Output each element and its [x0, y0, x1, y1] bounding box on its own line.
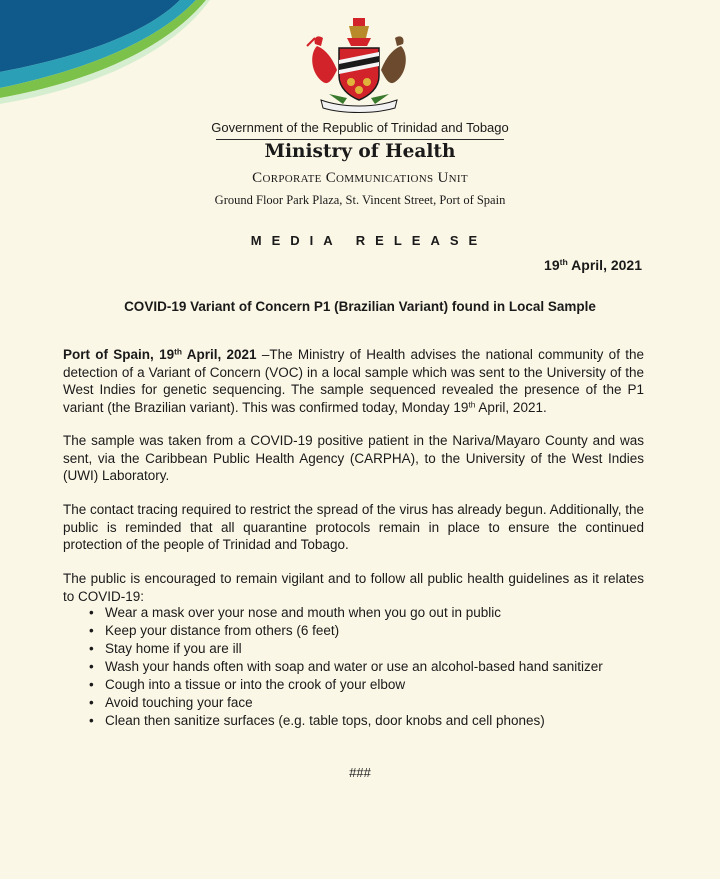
bullet-icon: • — [89, 659, 94, 674]
release-date-rest: April, 2021 — [567, 257, 642, 273]
dateline-rest: April, 2021 — [181, 347, 257, 362]
list-item — [63, 658, 663, 676]
paragraph-sample: The sample was taken from a COVID-19 positive patient in the Nariva/Mayaro County and was sent, via the Caribbean Public Health Agency (CARPHA), to the University of the West Indies (UWI) Laboratory. — [63, 433, 644, 483]
guideline-text: Keep your distance from others (6 feet) — [105, 623, 340, 638]
bullet-icon: • — [89, 677, 94, 692]
guideline-text: Cough into a tissue or into the crook of your elbow — [105, 677, 406, 692]
document-type-heading: MEDIA RELEASE — [250, 233, 488, 248]
list-item — [63, 622, 663, 640]
release-date-suffix: th — [559, 257, 568, 268]
list-item — [63, 712, 663, 730]
intro-text-end: April, 2021. — [475, 399, 547, 415]
guideline-text: Wear a mask over your nose and mouth when you go out in public — [105, 605, 501, 620]
bullet-icon: • — [89, 623, 94, 638]
ministry-address: Ground Floor Park Plaza, St. Vincent Street, Port of Spain — [214, 193, 506, 207]
communications-unit: Corporate Communications Unit — [252, 170, 468, 186]
list-item — [63, 640, 663, 658]
dateline-place: Port of Spain, 19 — [63, 347, 175, 362]
end-mark: ### — [349, 765, 371, 780]
ministry-name: Ministry of Health — [264, 141, 456, 162]
bullet-icon: • — [89, 695, 94, 710]
bullet-icon: • — [89, 605, 94, 620]
release-date-day: 19 — [544, 257, 560, 273]
dateline-suffix: th — [174, 346, 182, 357]
intro-text: –The Ministry of Health advises the national community of the detection of a Variant of Concern (VOC) in a local sample which was sent to the University of the West Indies for genetic sequencing. The sample sequenced revealed the presence of the P1 variant (the Brazilian variant). This was confirmed today, Monday 19 — [63, 347, 644, 415]
letterhead-divider — [216, 139, 504, 140]
list-item — [63, 604, 663, 622]
list-item — [63, 676, 663, 694]
dateline — [63, 347, 257, 362]
guideline-text: Stay home if you are ill — [105, 641, 242, 656]
release-headline: COVID-19 Variant of Concern P1 (Brazilian Variant) found in Local Sample — [124, 299, 596, 314]
guideline-text: Avoid touching your face — [105, 695, 253, 710]
guidelines-list — [63, 604, 663, 730]
coat-of-arms-icon — [303, 16, 415, 116]
list-item — [63, 694, 663, 712]
intro-suffix: th — [468, 398, 476, 409]
paragraph-intro — [63, 346, 644, 416]
bullet-icon: • — [89, 713, 94, 728]
paragraph-contact-tracing: The contact tracing required to restrict the spread of the virus has already begun. Additionally, the public is reminded that all quarantine protocols remain in place to ensure the continued protection of the people of Trinidad and Tobago. — [63, 502, 644, 552]
guideline-text: Wash your hands often with soap and water or use an alcohol-based hand sanitizer — [105, 659, 603, 674]
corner-swoosh-graphic — [0, 0, 260, 110]
paragraph-guidelines-intro: The public is encouraged to remain vigilant and to follow all public health guidelines as it relates to COVID-19: — [63, 571, 644, 604]
government-line: Government of the Republic of Trinidad and Tobago — [211, 120, 509, 135]
bullet-icon: • — [89, 641, 94, 656]
guideline-text: Clean then sanitize surfaces (e.g. table tops, door knobs and cell phones) — [105, 713, 545, 728]
release-date — [544, 257, 642, 273]
